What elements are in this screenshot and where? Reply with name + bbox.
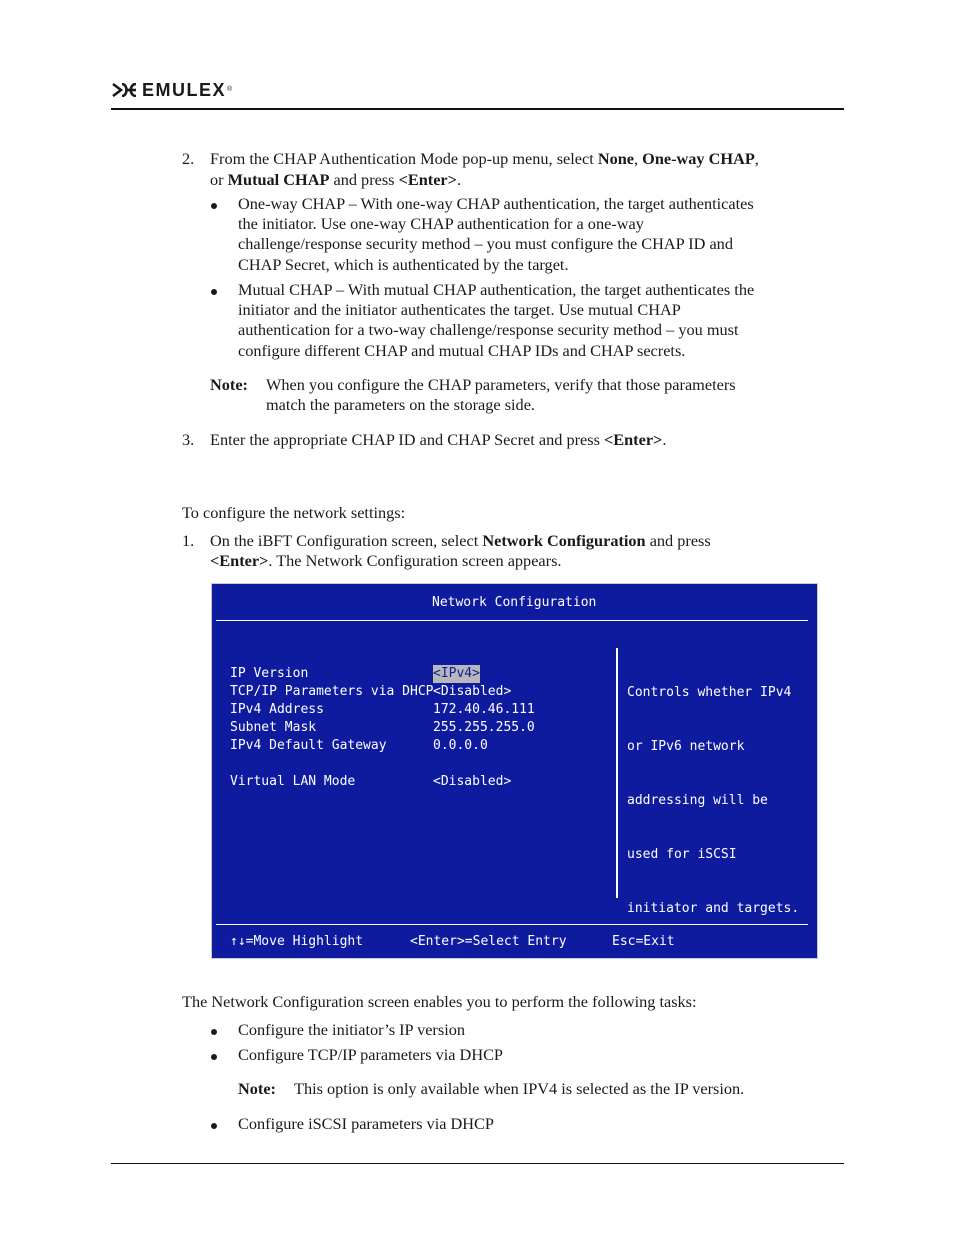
bullet-icon bbox=[211, 1029, 217, 1035]
chap-note-text: When you configure the CHAP parameters, verify that those parameters match the parameters on the storage side. bbox=[266, 375, 736, 415]
dhcp-note-text: This option is only available when IPV4 is selected as the IP version. bbox=[294, 1079, 745, 1098]
bios-field-label: IPv4 Address bbox=[230, 702, 324, 717]
header-rule bbox=[111, 108, 844, 110]
help-text: Controls whether IPv4 or IPv6 network addressing will be used for iSCSI initiator and targets. bbox=[627, 685, 800, 916]
bios-title-divider bbox=[216, 620, 808, 621]
emulex-logo bbox=[112, 80, 232, 100]
step-3-text: Enter the appropriate CHAP ID and CHAP Secret and press <Enter>. bbox=[210, 430, 667, 449]
trademark-symbol: ® bbox=[227, 86, 233, 93]
task-item: Configure the initiator’s IP version bbox=[238, 1020, 465, 1039]
subnet-mask-field[interactable]: 255.255.255.0 bbox=[433, 720, 535, 735]
bios-field-label: Subnet Mask bbox=[230, 720, 317, 735]
bios-field-label: Virtual LAN Mode bbox=[230, 774, 356, 789]
move-highlight-hint: ↑↓=Move Highlight bbox=[230, 934, 364, 949]
step-number: 3. bbox=[182, 430, 195, 449]
default-gateway-field[interactable]: 0.0.0.0 bbox=[433, 738, 488, 753]
vlan-mode-select[interactable]: <Disabled> bbox=[433, 774, 512, 789]
select-entry-hint: <Enter>=Select Entry bbox=[410, 934, 567, 949]
emulex-wordmark: EMULEX bbox=[142, 80, 227, 100]
bios-field-label: IPv4 Default Gateway bbox=[230, 738, 387, 753]
note-label: Note: bbox=[238, 1079, 276, 1098]
tcpip-dhcp-select[interactable]: <Disabled> bbox=[433, 684, 512, 699]
one-way-chap-text: One-way CHAP – With one-way CHAP authentication, the target authenticates the initiator. Use one-way CHAP authentication for a one-way challenge/response security method – you must configure the CHAP ID and CHAP Secret, which is authenticated by the target. bbox=[238, 194, 754, 274]
footer-rule bbox=[111, 1163, 844, 1164]
bullet-icon bbox=[211, 1054, 217, 1060]
step-number: 1. bbox=[182, 531, 195, 550]
step-2-line-1: From the CHAP Authentication Mode pop-up menu, select None, One-way CHAP, bbox=[210, 149, 759, 168]
task-item: Configure TCP/IP parameters via DHCP bbox=[238, 1045, 503, 1064]
bios-title: Network Configuration bbox=[432, 595, 597, 610]
network-step-1-line-2: <Enter>. The Network Configuration screen appears. bbox=[210, 551, 562, 570]
emulex-logo-icon bbox=[112, 83, 138, 97]
tasks-intro: The Network Configuration screen enables you to perform the following tasks: bbox=[182, 992, 697, 1011]
help-panel-divider bbox=[616, 648, 618, 898]
note-label: Note: bbox=[210, 375, 248, 394]
step-number: 2. bbox=[182, 149, 195, 168]
mutual-chap-text: Mutual CHAP – With mutual CHAP authentication, the target authenticates the initiator and the initiator authenticates the target. Use mutual CHAP authentication for a two-way challenge/response security method – you must configure different CHAP and mutual CHAP IDs and CHAP secrets. bbox=[238, 280, 755, 360]
bios-field-label: IP Version bbox=[230, 666, 309, 681]
exit-hint: Esc=Exit bbox=[612, 934, 675, 949]
step-2-line-2: or Mutual CHAP and press <Enter>. bbox=[210, 170, 462, 189]
bullet-icon bbox=[211, 289, 217, 295]
bios-field-label: TCP/IP Parameters via DHCP bbox=[230, 684, 434, 699]
ip-version-select[interactable]: <IPv4> bbox=[433, 666, 480, 681]
network-intro: To configure the network settings: bbox=[182, 503, 406, 522]
network-step-1-line-1: On the iBFT Configuration screen, select Network Configuration and press bbox=[210, 531, 711, 550]
task-item: Configure iSCSI parameters via DHCP bbox=[238, 1114, 494, 1133]
network-configuration-screenshot bbox=[211, 583, 818, 959]
ipv4-address-field[interactable]: 172.40.46.111 bbox=[433, 702, 535, 717]
bullet-icon bbox=[211, 1123, 217, 1129]
bullet-icon bbox=[211, 203, 217, 209]
bios-footer-divider bbox=[216, 924, 808, 925]
